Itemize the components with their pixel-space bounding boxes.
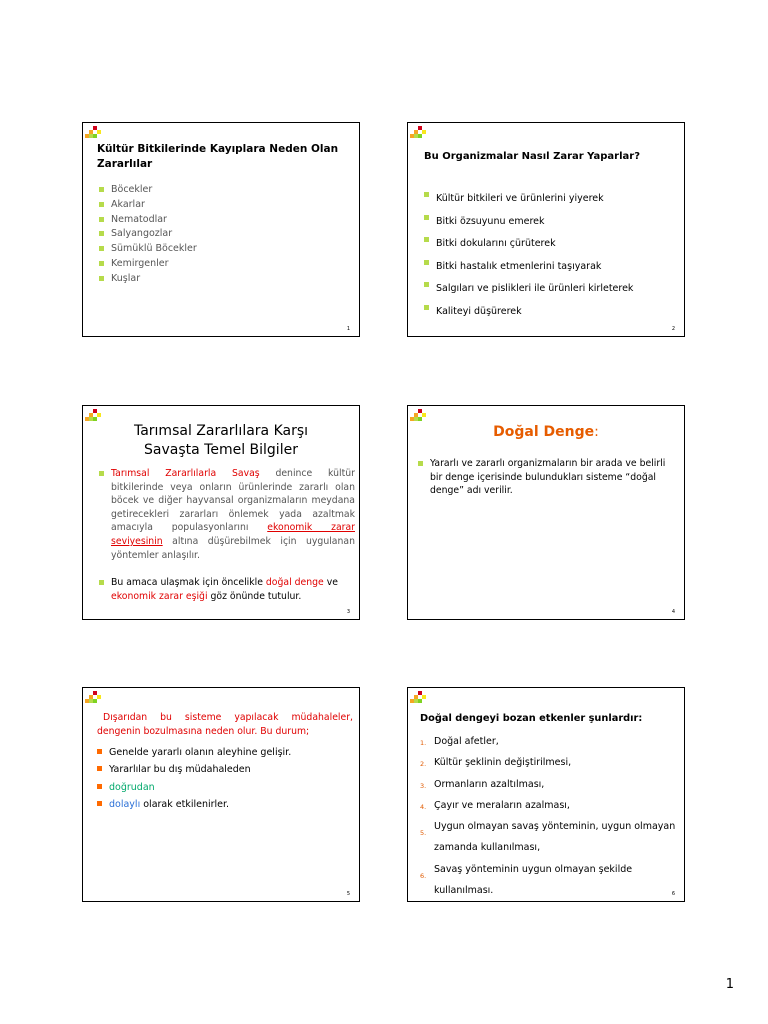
slide-2 [407,122,685,337]
list-item: Salgıları ve pislikleri ile ürünleri kirleterek [424,278,679,301]
slide-title [408,424,684,440]
paragraph-text: altına düşürebilmek için uygulanan yöntemler anlaşılır. [111,535,355,561]
paragraph-text: Bu amaca ulaşmak için öncelikle [111,577,263,589]
slide-title-text: Doğal Denge [493,424,595,440]
list-item: Yararlı ve zararlı organizmaların bir arada ve belirli bir denge içerisinde bulundukları sisteme “doğal denge” adı verilir. [418,457,680,498]
term-highlight: Tarımsal Zararlılarla Savaş [111,468,260,479]
logo-icon [410,409,432,423]
list-item: Kültür bitkileri ve ürünlerini yiyerek [424,188,679,211]
intro-text: Dışarıdan bu sisteme yapılacak müdahaleler, dengenin bozulmasına neden olur. Bu durum; [97,712,353,737]
numbered-list [420,731,682,901]
list-item [420,774,682,795]
logo-icon [410,691,432,705]
list-item: doğrudan [97,779,353,796]
bullet-list [99,467,355,603]
list-index: 4. [420,802,427,811]
paragraph-text: göz önünde tutulur. [210,590,302,602]
slide-6 [407,687,685,902]
slide-title-line-1: Tarımsal Zararlılara Karşı [133,423,309,439]
bullet-list [99,183,339,287]
term-highlight: ekonomik zarar eşiği [111,590,208,602]
page-number: 1 [725,977,734,992]
slide-title: Doğal dengeyi bozan etkenler şunlardır: [420,713,643,724]
slide-title-colon: : [594,424,599,440]
list-item [420,816,682,859]
logo-icon [85,409,107,423]
term-highlight: doğal denge [265,577,324,589]
slide-5 [82,687,360,902]
slide-title [93,422,349,460]
list-item [420,731,682,752]
bullet-list [97,744,353,813]
list-item: Kaliteyi düşürerek [424,301,679,324]
logo-icon [85,126,107,140]
list-index: 3. [420,781,427,790]
slide-number: 3 [346,609,350,615]
slide-title: Kültür Bitkilerinde Kayıplara Neden Olan Zararlılar [97,143,339,170]
list-index: 1. [420,739,427,747]
list-item: Bitki özsuyunu emerek [424,211,679,234]
slide-number: 1 [346,326,350,332]
list-item [420,859,682,902]
list-item: Kuşlar [99,272,339,287]
list-item-text: Kültür şeklinin değiştirilmesi, [434,757,572,769]
list-item: Genelde yararlı olanın aleyhine gelişir. [97,744,353,761]
list-item: Bitki hastalık etmenlerini taşıyarak [424,256,679,279]
list-index: 2. [420,760,427,769]
bullet-list [424,188,679,324]
list-index: 5. [420,829,427,838]
slide-4 [407,405,685,620]
term-link: ekonomik zarar seviyesinin [111,522,355,547]
list-item: Yararlılar bu dış müdahaleden [97,761,353,778]
paragraph-text: ve [326,577,338,589]
slide-number: 2 [671,326,675,332]
list-item: Sümüklü Böcekler [99,242,339,257]
list-item [420,752,682,773]
paragraph-text: olarak etkilenirler. [143,798,230,810]
slide-1 [82,122,360,337]
list-item: Böcekler [99,183,339,198]
logo-icon [410,126,432,140]
slide-3 [82,405,360,620]
logo-icon [85,691,107,705]
list-item-text: Uygun olmayan savaş yönteminin, uygun olmayan zamanda kullanılması, [434,821,676,854]
slide-number: 6 [671,891,675,897]
term-highlight: dolaylı [109,798,141,810]
list-item-text: Doğal afetler, [434,736,499,747]
list-item-text: Ormanların azaltılması, [434,778,545,790]
list-item [99,576,355,603]
list-item [99,467,355,562]
list-item: Bitki dokularını çürüterek [424,233,679,256]
list-item-text: Savaş yönteminin uygun olmayan şekilde kullanılması. [434,863,633,897]
paragraph-text: denince kültür bitkilerinde veya onların ürünlerinde zararlı olan böcek ve diğer hayvansal organizmaların meydana getirecekleri zararları önlemek yada azaltmak amacıyla populasyonlarını [111,468,355,534]
list-item-text: Çayır ve meraların azalması, [434,799,570,811]
slide-title-line-2: Savaşta Temel Bilgiler [144,442,298,458]
list-item: Nematodlar [99,213,339,228]
list-item: Kemirgenler [99,257,339,272]
list-item: Salyangozlar [99,227,339,242]
list-item [420,795,682,816]
slide-title: Bu Organizmalar Nasıl Zarar Yaparlar? [424,151,641,162]
list-index: 6. [420,871,427,880]
slide-number: 5 [346,891,350,897]
slide-number: 4 [671,609,675,615]
list-item [97,796,353,813]
bullet-list [418,457,680,498]
list-item: Akarlar [99,198,339,213]
